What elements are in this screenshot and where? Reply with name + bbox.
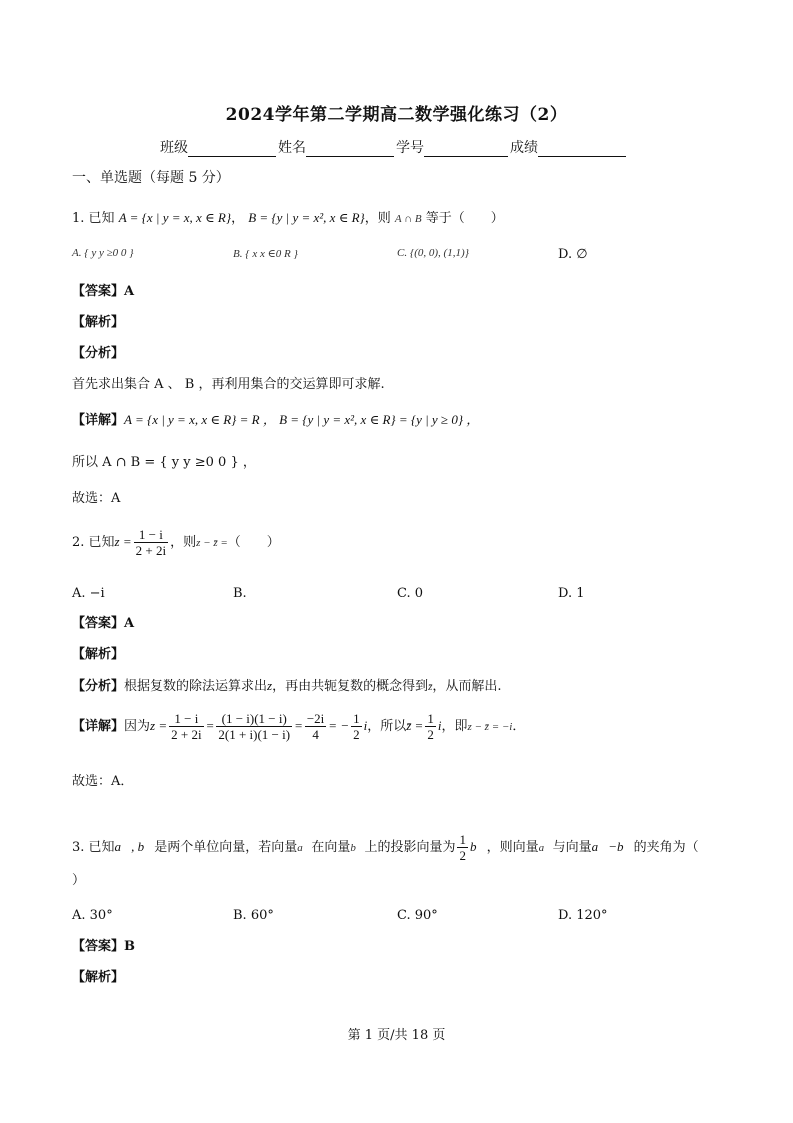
q1-suffix: 等于（ ） (425, 211, 504, 226)
q2-end: ． (512, 719, 526, 734)
q2-fenxi-b: ，再由共轭复数的概念得到 (272, 679, 429, 694)
q2-option-d[interactable]: D. 1 (558, 586, 585, 601)
q3-option-c[interactable]: C. 90° (397, 908, 438, 923)
q2-choose: 故选：A． (72, 774, 134, 789)
q2-answer: 【答案】A (72, 616, 135, 631)
q1-set-b: B = {y | y = x², x ∈ R} (248, 210, 365, 225)
q2-detail-pre: 因为 (124, 719, 151, 734)
q3-half (457, 832, 468, 863)
q2-frac-3 (305, 711, 326, 742)
q2-fraction (134, 527, 168, 558)
q2-prefix: 2. 已知 (72, 535, 115, 550)
q2-result: z − z̄ = −i (467, 721, 513, 733)
q2-so: ，所以 (367, 719, 407, 734)
q2-fenxi (72, 678, 502, 695)
q3-t3: 上的投影向量为 (364, 840, 456, 855)
q2-half2-num: 1 (427, 711, 434, 726)
q3-close: ） (72, 873, 86, 888)
q2-suffix: （ ） (227, 535, 280, 550)
q2-half-den: 2 (353, 727, 360, 742)
q2-fenxi-a: 根据复数的除法运算求出 (124, 679, 268, 694)
name-blank[interactable] (306, 140, 394, 157)
q1-detail-text: A = {x | y = x, x ∈ R} = R ， B = {y | y = x², x ∈ R} = {y | y ≥ 0} ， (124, 412, 480, 427)
q1-detail-label: 【详解】 (72, 413, 125, 428)
q3-t5: 与向量 (552, 840, 592, 855)
q1-fenxi-text: 首先求出集合 A 、 B ，再利用集合的交运算即可求解. (72, 377, 385, 392)
q2-fenxi-label: 【分析】 (72, 679, 125, 694)
q1-option-a[interactable]: A. { y y ≥0 0 } (72, 247, 134, 259)
question-1 (72, 210, 504, 227)
id-label: 学号 (396, 140, 424, 156)
q2-analysis-label: 【解析】 (72, 647, 125, 662)
id-blank[interactable] (424, 140, 508, 157)
class-blank[interactable] (188, 140, 276, 157)
q2-f1-den: 2 + 2i (171, 727, 202, 742)
q2-half2-den: 2 (427, 727, 434, 742)
q3-t2: 在向量 (311, 840, 351, 855)
q2-neg: = − (328, 718, 350, 733)
q3-va2: a⃗ (538, 842, 553, 854)
q2-then: ，即 (441, 719, 468, 734)
q1-option-c[interactable]: C. {(0, 0), (1,1)} (397, 247, 470, 259)
q2-frac-num: 1 − i (138, 527, 163, 542)
q3-va: a⃗ (297, 842, 312, 854)
q2-f3-den: 4 (305, 726, 326, 742)
q1-option-d[interactable]: D. ∅ (558, 247, 588, 262)
q2-detail: 【详解】因为z = $\frac{1 - i}{2 + 2i}$ = $\frac{(1 - i)(1 - i)}{2(1 + i)(1 - i)}$ = $\frac{-2i}{4}$ = − $\frac{1}{2}$ i，所以z̄ = $\frac{1}{2}$ i，即z − z̄ = −i． (72, 711, 526, 742)
q2-fenxi-c: ，从而解出. (432, 679, 502, 694)
q2-i: i (363, 718, 368, 733)
q1-choose: 故选：A (72, 491, 121, 506)
q2-f2-num: (1 − i)(1 − i) (221, 711, 287, 726)
page-footer: 第 1 页/共 18 页 (347, 1028, 446, 1043)
q2-half-1 (351, 711, 362, 742)
q3-proj-b: b⃗ (469, 839, 487, 854)
score-blank[interactable] (538, 140, 626, 157)
q2-i-2: i (437, 718, 442, 733)
q2-option-b[interactable]: B. (233, 586, 247, 601)
q2-zbar-eq: z̄ = (406, 718, 424, 733)
q3-prefix: 3. 已知 (72, 840, 115, 855)
q3-analysis-label: 【解析】 (72, 970, 125, 985)
q1-analysis-label: 【解析】 (72, 315, 125, 330)
q2-option-c[interactable]: C. 0 (397, 586, 424, 601)
q3-option-a[interactable]: A. 30° (72, 908, 113, 923)
q2-half-num: 1 (353, 711, 360, 726)
q2-f3-num: −2i (306, 711, 325, 726)
q3-option-b[interactable]: B. 60° (233, 908, 274, 923)
q1-detail (72, 412, 479, 429)
q2-fenxi-z: z (267, 678, 273, 693)
q1-set-a: A = {x | y = x, x ∈ R} (118, 210, 232, 225)
q2-expr: z − z̄ = (196, 537, 228, 549)
q2-frac-den: 2 + 2i (135, 543, 167, 558)
q1-mid: ，则 (364, 211, 391, 226)
q3-t4: ，则向量 (486, 840, 539, 855)
name-label: 姓名 (278, 140, 306, 156)
q3-half-den: 2 (459, 848, 466, 863)
q1-so-text: 所以 A ∩ B = { y y ≥0 0 } ， (72, 455, 256, 470)
q1-expr: A ∩ B (394, 213, 422, 225)
q1-option-b[interactable]: B. { x x ∈0 R } (233, 248, 298, 260)
q3-half-num: 1 (459, 832, 466, 847)
q2-mid: ，则 (170, 535, 197, 550)
q3-answer: 【答案】B (72, 939, 135, 954)
q1-answer: 【答案】A (72, 284, 135, 299)
q2-fenxi-zbar: z̄ (428, 681, 433, 693)
q2-option-a[interactable]: A. −i (72, 586, 105, 601)
q3-vb: b⃗ (350, 842, 365, 854)
q1-fenxi-label: 【分析】 (72, 346, 125, 361)
q2-frac-2 (216, 711, 292, 742)
student-info-line (160, 137, 628, 157)
q2-detail-z: z = (150, 718, 168, 733)
question-2 (72, 527, 280, 558)
q2-half-2 (425, 711, 436, 742)
q2-z-eq: z = (114, 534, 132, 549)
q3-t6: 的夹角为（ (633, 840, 699, 855)
q3-diff: a⃗−b⃗ (591, 839, 634, 854)
score-label: 成绩 (510, 140, 538, 156)
q2-frac-1 (169, 711, 203, 742)
page-title: 2024学年第二学期高二数学强化练习（2） (225, 105, 568, 125)
q3-vecs: a⃗, b⃗ (114, 839, 155, 854)
q3-t1: 是两个单位向量，若向量 (154, 840, 298, 855)
class-label: 班级 (160, 140, 188, 156)
question-3 (72, 832, 699, 863)
q2-detail-label: 【详解】 (72, 719, 125, 734)
q2-f2-den: 2(1 + i)(1 − i) (218, 727, 291, 742)
q3-option-d[interactable]: D. 120° (558, 908, 608, 923)
q1-comma: ， (231, 211, 245, 226)
section-heading: 一、单选题（每题 5 分） (72, 170, 230, 186)
q2-f1-num: 1 − i (174, 711, 199, 726)
q1-prefix: 1. 已知 (72, 211, 115, 226)
